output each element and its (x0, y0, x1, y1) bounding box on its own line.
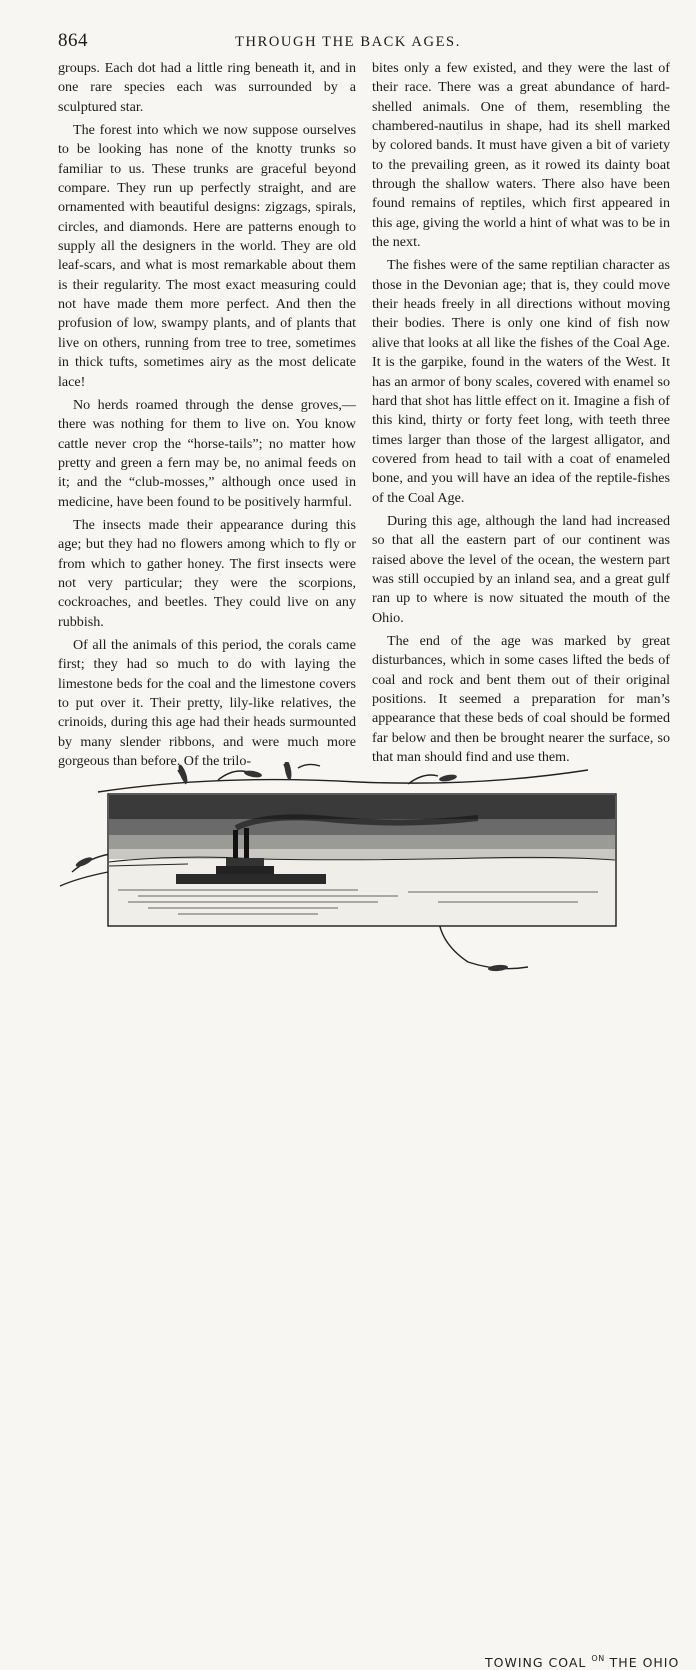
paragraph: The forest into which we now suppose ourselves to be looking has none of the knotty trunks so familiar to us. These trunks are graceful beyond compare. They run up perfectly straight, and are ornamented with beautiful designs: zigzags, spirals, circles, and diamonds. Here are patterns enough to supply all the designers in the world. They are old leaf-scars, and what is most remarkable about them is their regularity. The most exact measuring could not have made them more perfect. And then the profusion of low, swampy plants, and of plants that live on others, running from tree to tree, sometimes in thick tufts, sometimes airy as the most delicate lace! (58, 122, 356, 390)
paragraph: The end of the age was marked by great disturbances, which in some cases lifted the beds of coal and rock and bent them out of their original positions. It seemed a preparation for man’s appearance that these beds of coal should be formed far below and then be brought nearer the surface, so that man should find and use them. (372, 632, 670, 766)
towing-coal-illustration (58, 762, 680, 1670)
paragraph: Of all the animals of this period, the corals came first; they had so much to do with laying the limestone beds for the coal and the limestone covers to put over it. Their pretty, lily-like relatives, the crinoids, during this age had their heads surmounted by many slender ribbons, and were much more gorgeous than before. Of the trilo- (58, 636, 356, 770)
illustration-caption (485, 1654, 679, 1670)
caption-text: ON (591, 1654, 605, 1663)
paragraph: bites only a few existed, and they were the last of their race. There was a great abundance of hard-shelled animals. One of them, resembling the chambered-nautilus in shape, had its shell marked by colored bands. It must have given a bit of variety to the prevailing green, as it rowed its dainty boat through the shallow waters. There also have been found remains of reptiles, which first appeared in this age, giving the world a hint of what was to be in the next. (372, 60, 670, 251)
left-column (58, 59, 356, 771)
sky (109, 795, 615, 859)
page-number: 864 (58, 30, 88, 51)
right-column (372, 59, 670, 767)
paragraph: During this age, although the land had increased so that all the eastern part of our continent was raised above the level of the ocean, the western part was still occupied by an inland sea, and a great gulf ran up to where is now situated the mouth of the Ohio. (372, 512, 670, 626)
paragraph: The fishes were of the same reptilian character as those in the Devonian age; that is, they could move their heads freely in all directions without moving their bodies. There is only one kind of fish now alive that looks at all like the fishes of the Coal Age. It is the garpike, found in the waters of the West. It has an armor of bony scales, covered with enamel so hard that shot has little effect on it. Imagine a fish of this kind, thirty or forty feet long, with teeth three times larger than those of the largest alligator, and covered from head to tail with a coat of enameled bone, and you will have an idea of the reptile-fishes of the Coal Age. (372, 257, 670, 506)
paragraph: groups. Each dot had a little ring beneath it, and in one rare species each was surrounded by a sculptured star. (58, 60, 356, 115)
paragraph: The insects made their appearance during this age; but they had no flowers among which to fly or from which to gather honey. The first insects were not very particular; they were the scorpions, cockroaches, and beetles. They could live on any rubbish. (58, 516, 356, 630)
caption-text: TOWING COAL (485, 1655, 587, 1670)
paragraph: No herds roamed through the dense groves,—there was nothing for them to live on. You know cattle never crop the “horse-tails”; no matter how pretty and green a fern may be, no animal feeds on it; and the “club-mosses,” although once used in medicine, have been found to be positively harmful. (58, 396, 356, 510)
running-title: THROUGH THE BACK AGES. (235, 34, 461, 50)
caption-text: THE OHIO (609, 1655, 680, 1670)
illustration-drawing (58, 762, 648, 977)
